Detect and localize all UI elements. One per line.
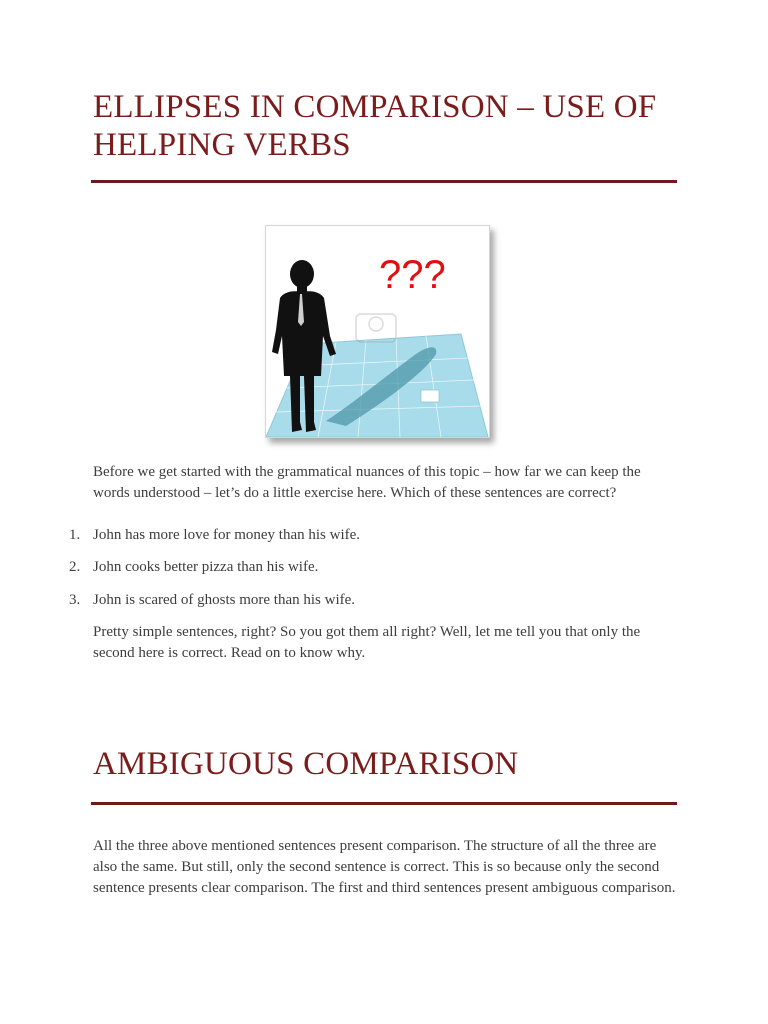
- list-item-text: John has more love for money than his wife.: [93, 527, 361, 543]
- list-item-text: John is scared of ghosts more than his wife.: [93, 592, 356, 608]
- businessman-puzzle-icon: [266, 226, 489, 437]
- question-marks-text: ???: [379, 253, 446, 297]
- intro-paragraph: Before we get started with the grammatical nuances of this topic – how far we can keep the words understood – let’s do a little exercise here. Which of these sentences are correct?: [93, 464, 641, 501]
- title-underline: [91, 180, 677, 183]
- body-paragraph: All the three above mentioned sentences present comparison. The structure of all the three are also the same. But still, only the second sentence is correct. This is so because only the second sentence presents clear comparison. The first and third sentences present ambiguous comparison.: [93, 838, 676, 896]
- followup-paragraph: Pretty simple sentences, right? So you got them all right? Well, let me tell you that only the second here is correct. Read on to know why.: [93, 624, 641, 661]
- list-item-number: 2.: [69, 559, 81, 575]
- list-item-number: 1.: [69, 527, 81, 543]
- section-title: AMBIGUOUS COMPARISON: [93, 746, 519, 782]
- list-item-number: 3.: [69, 592, 81, 608]
- list-item-text: John cooks better pizza than his wife.: [93, 559, 319, 575]
- illustration-figure: [265, 225, 490, 438]
- section-title: ELLIPSES IN COMPARISON – USE OF HELPING VERBS: [93, 89, 657, 163]
- title-underline: [91, 802, 677, 805]
